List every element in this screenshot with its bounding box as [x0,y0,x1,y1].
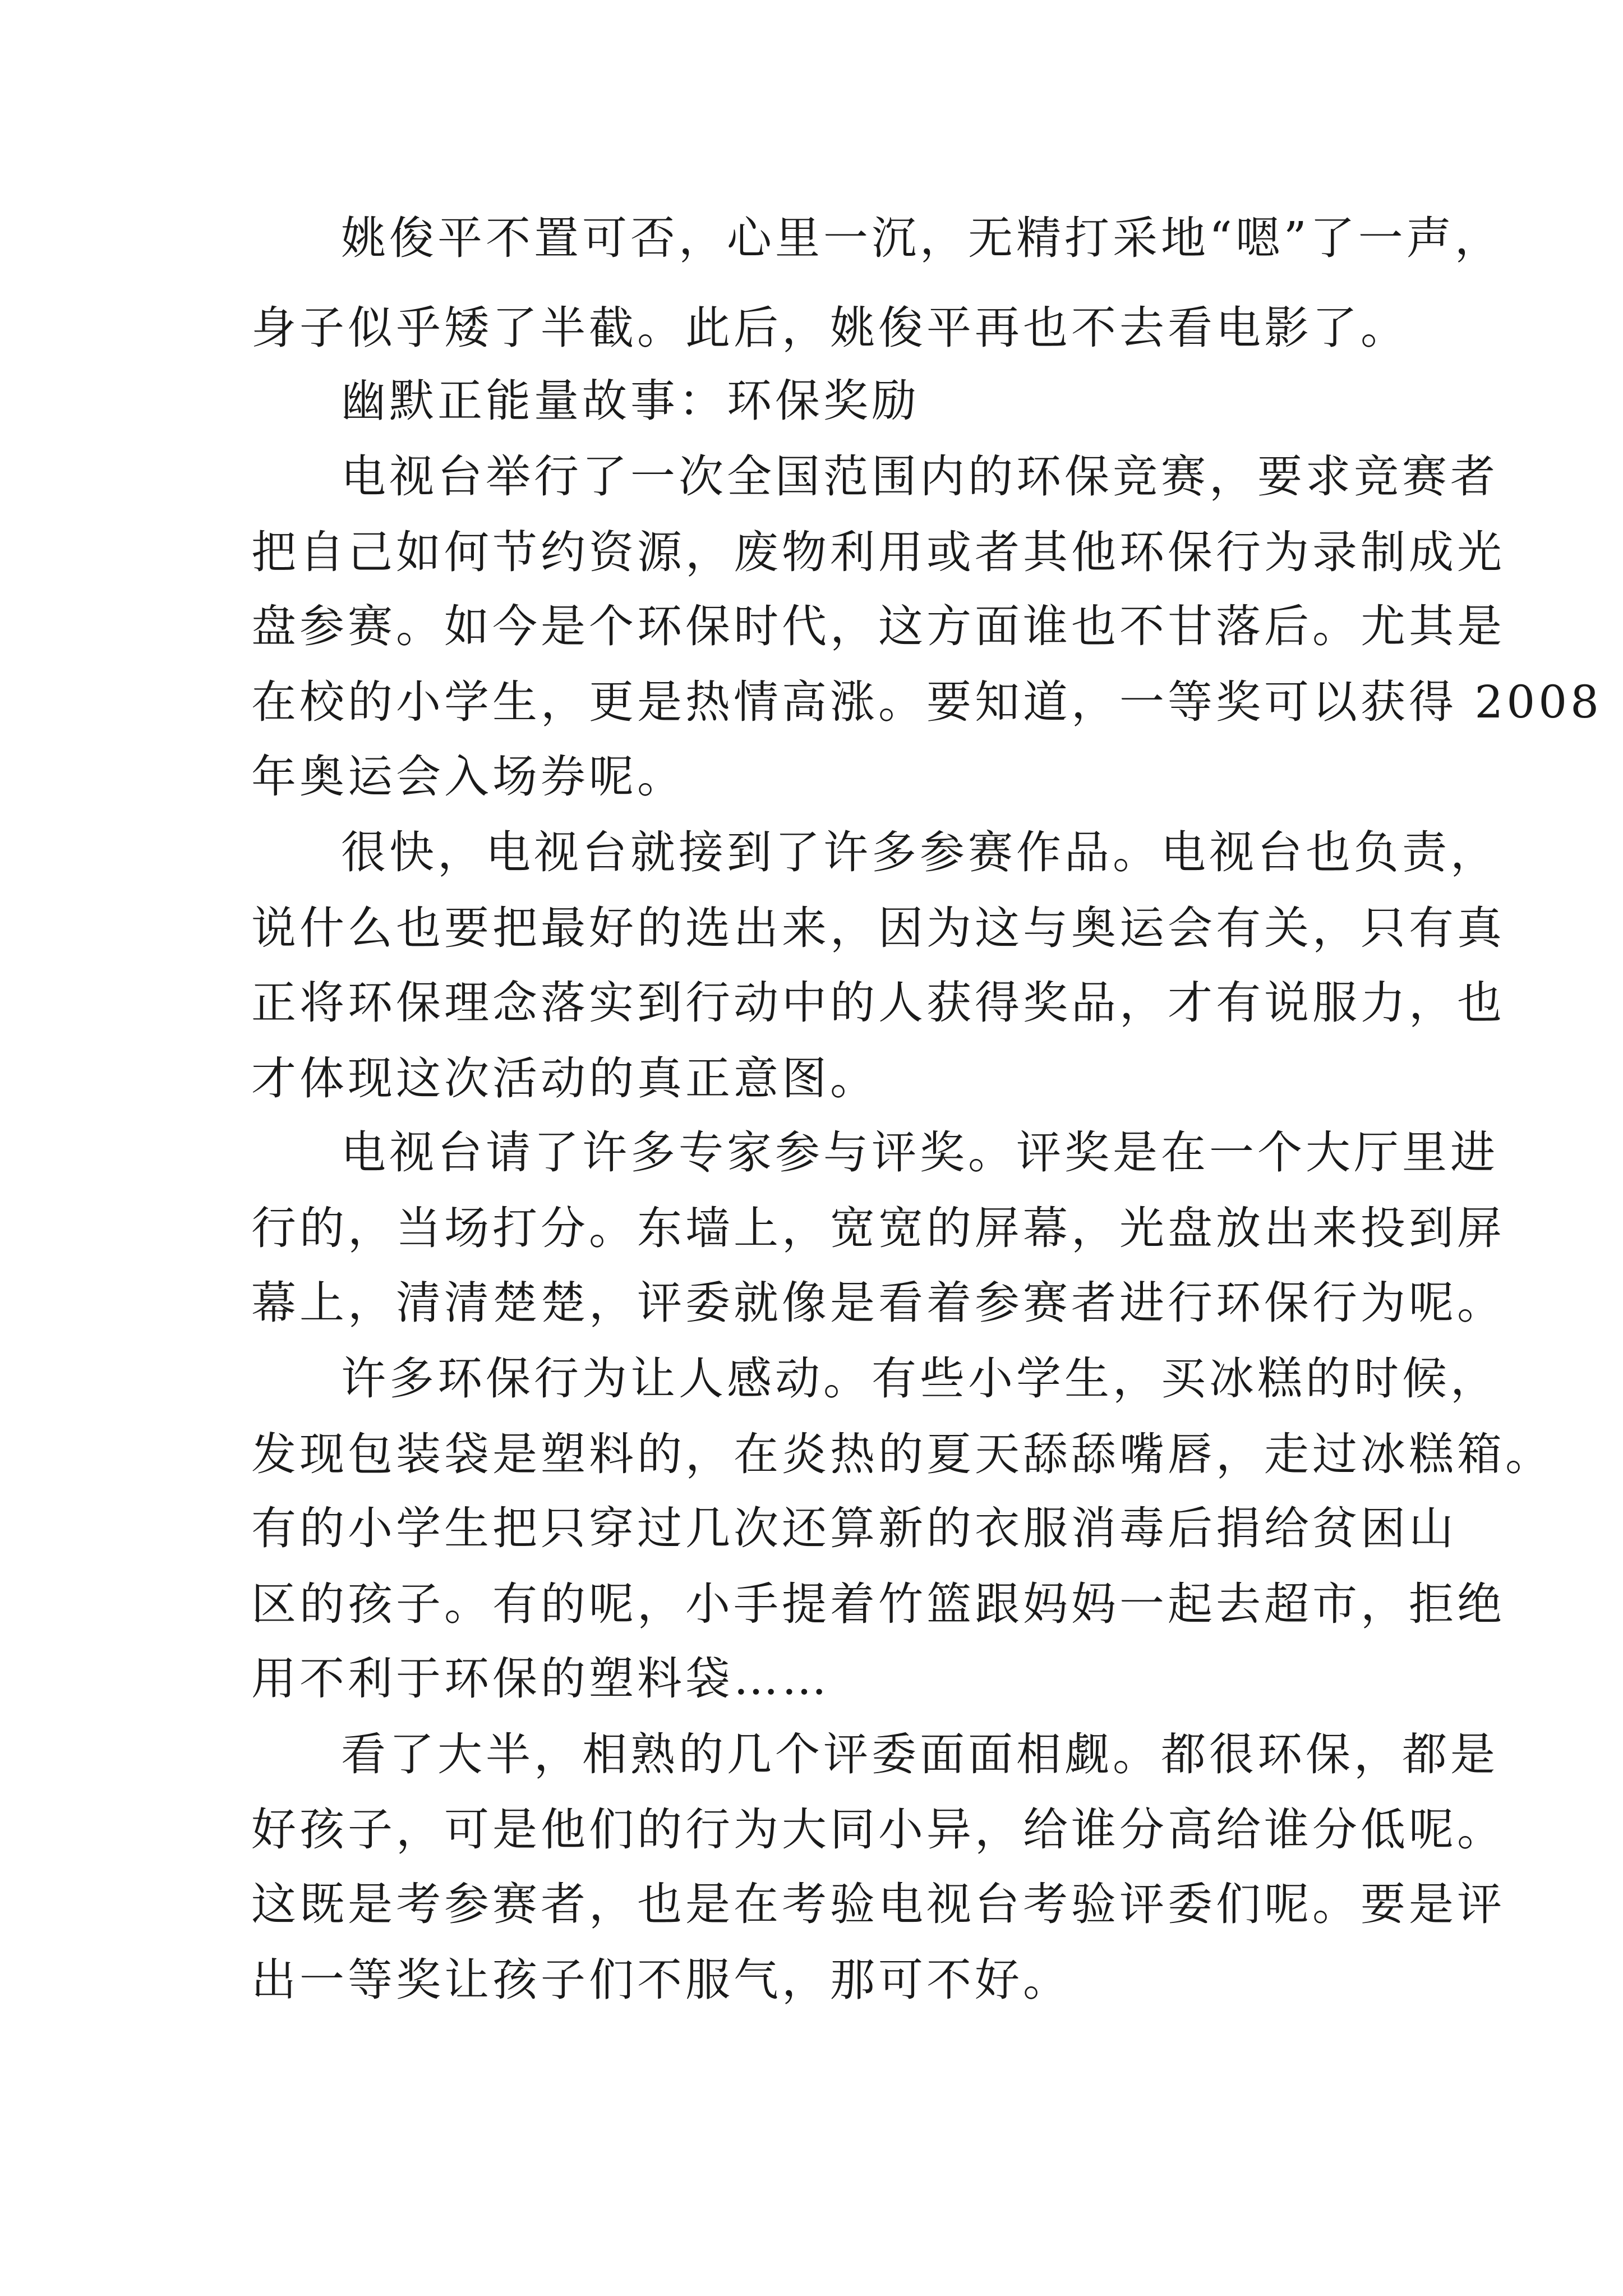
paragraph-line: 把自己如何节约资源，废物利用或者其他环保行为录制成光 [251,526,1505,578]
paragraph-line: 电视台请了许多专家参与评奖。评奖是在一个大厅里进 [341,1126,1498,1179]
paragraph-line: 电视台举行了一次全国范围内的环保竞赛，要求竞赛者 [341,450,1498,503]
paragraph-line: 很快，电视台就接到了许多参赛作品。电视台也负责， [341,826,1498,878]
paragraph-line: 说什么也要把最好的选出来，因为这与奥运会有关，只有真 [251,902,1505,954]
paragraph-line: 用不利于环保的塑料袋…… [251,1653,830,1705]
section-heading: 幽默正能量故事：环保奖励 [341,375,920,427]
paragraph-line: 在校的小学生，更是热情高涨。要知道，一等奖可以获得 2008 [251,676,1603,728]
paragraph-line: 行的，当场打分。东墙上，宽宽的屏幕，光盘放出来投到屏 [251,1202,1505,1254]
paragraph-line: 许多环保行为让人感动。有些小学生，买冰糕的时候， [341,1352,1498,1405]
paragraph-line: 有的小学生把只穿过几次还算新的衣服消毒后捐给贫困山 [251,1502,1457,1554]
paragraph-line: 才体现这次活动的真正意图。 [251,1052,878,1105]
paragraph-line: 正将环保理念落实到行动中的人获得奖品，才有说服力，也 [251,977,1505,1029]
paragraph-line: 区的孩子。有的呢，小手提着竹篮跟妈妈一起去超市，拒绝 [251,1578,1505,1630]
paragraph-line: 身子似乎矮了半截。此后，姚俊平再也不去看电影了。 [251,302,1409,354]
paragraph-line: 盘参赛。如今是个环保时代，这方面谁也不甘落后。尤其是 [251,600,1505,652]
paragraph-line: 姚俊平不置可否，心里一沉，无精打采地“嗯”了一声， [341,212,1503,264]
paragraph-line: 年奥运会入场券呢。 [251,751,685,803]
paragraph-line: 这既是考参赛者，也是在考验电视台考验评委们呢。要是评 [251,1878,1505,1930]
paragraph-line: 出一等奖让孩子们不服气，那可不好。 [251,1954,1071,2006]
paragraph-line: 好孩子，可是他们的行为大同小异，给谁分高给谁分低呢。 [251,1803,1505,1856]
paragraph-line: 看了大半，相熟的几个评委面面相觑。都很环保，都是 [341,1728,1498,1780]
paragraph-line: 发现包装袋是塑料的，在炎热的夏天舔舔嘴唇，走过冰糕箱。 [251,1428,1553,1480]
paragraph-line: 幕上，清清楚楚，评委就像是看着参赛者进行环保行为呢。 [251,1277,1505,1329]
